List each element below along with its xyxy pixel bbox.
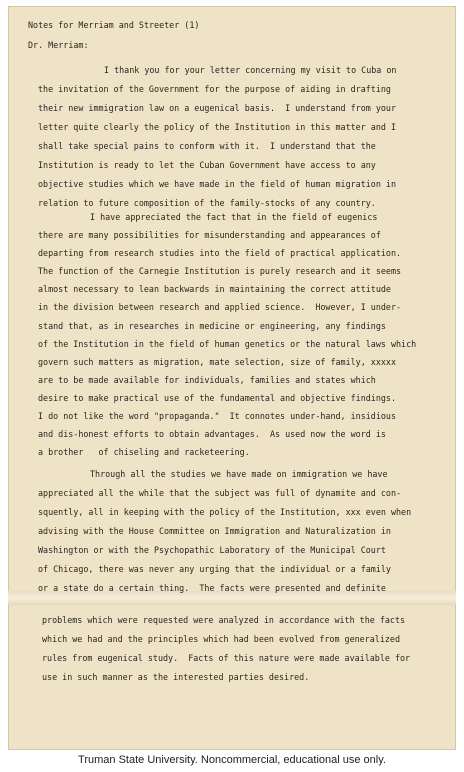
- body-line: shall take special pains to conform with it. I understand that the: [38, 141, 376, 151]
- body-line: The function of the Carnegie Institution is purely research and it seems: [38, 266, 402, 276]
- body-line: I thank you for your letter concerning my visit to Cuba on: [104, 65, 397, 75]
- body-line: almost necessary to lean backwards in maintaining the correct attitude: [38, 284, 391, 294]
- page-fold-crease: [8, 591, 456, 605]
- body-line: problems which were requested were analyzed in accordance with the facts: [42, 615, 406, 625]
- document-header: Notes for Merriam and Streeter (1): [28, 20, 200, 30]
- body-line: I have appreciated the fact that in the field of eugenics: [90, 212, 378, 222]
- body-line: Through all the studies we have made on immigration we have: [90, 469, 388, 479]
- body-line: and dis-honest efforts to obtain advantages. As used now the word is: [38, 429, 386, 439]
- body-line: govern such matters as migration, mate selection, size of family, xxxxx: [38, 357, 396, 367]
- body-line: Institution is ready to let the Cuban Government have access to any: [38, 160, 376, 170]
- body-line: the invitation of the Government for the purpose of aiding in drafting: [38, 84, 391, 94]
- body-line: use in such manner as the interested parties desired.: [42, 672, 310, 682]
- body-line: departing from research studies into the field of practical application.: [38, 248, 402, 258]
- source-caption: Truman State University. Noncommercial, educational use only.: [78, 754, 386, 766]
- body-line: rules from eugenical study. Facts of this nature were made available for: [42, 653, 411, 663]
- body-line: stand that, as in researches in medicine or engineering, any findings: [38, 321, 386, 331]
- body-line: desire to make practical use of the fundamental and objective findings.: [38, 393, 396, 403]
- body-line: of Chicago, there was never any urging that the individual or a family: [38, 564, 391, 574]
- body-line: appreciated all the while that the subject was full of dynamite and con-: [38, 488, 402, 498]
- salutation: Dr. Merriam:: [28, 40, 89, 50]
- letter-page: [8, 6, 456, 750]
- body-line: letter quite clearly the policy of the Institution in this matter and I: [38, 122, 396, 132]
- body-line: Washington or with the Psychopathic Laboratory of the Municipal Court: [38, 545, 386, 555]
- body-line: in the division between research and applied science. However, I under-: [38, 302, 402, 312]
- body-line: squently, all in keeping with the policy of the Institution, xxx even when: [38, 507, 412, 517]
- body-line: there are many possibilities for misunderstanding and appearances of: [38, 230, 381, 240]
- body-line: their new immigration law on a eugenical basis. I understand from your: [38, 103, 396, 113]
- body-line: are to be made available for individuals, families and states which: [38, 375, 376, 385]
- body-line: of the Institution in the field of human genetics or the natural laws which: [38, 339, 417, 349]
- body-line: a brother of chiseling and racketeering.: [38, 447, 250, 457]
- body-line: I do not like the word "propaganda." It connotes under-hand, insidious: [38, 411, 396, 421]
- body-line: or a state do a certain thing. The facts were presented and definite: [38, 583, 386, 593]
- body-line: relation to future composition of the family-stocks of any country.: [38, 198, 376, 208]
- body-line: which we had and the principles which had been evolved from generalized: [42, 634, 400, 644]
- body-line: advising with the House Committee on Immigration and Naturalization in: [38, 526, 391, 536]
- body-line: objective studies which we have made in the field of human migration in: [38, 179, 396, 189]
